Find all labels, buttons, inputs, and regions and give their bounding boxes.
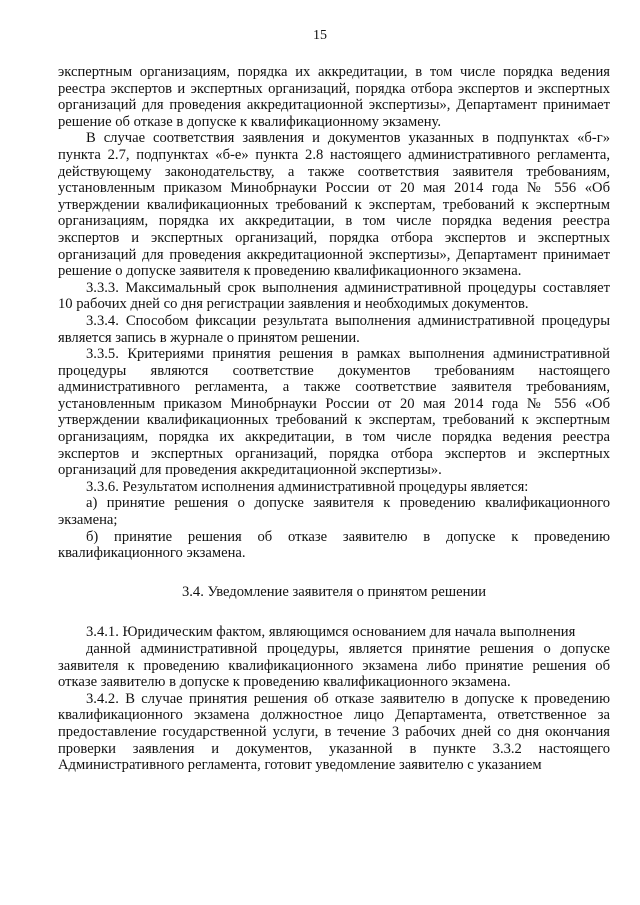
document-body [58,64,610,774]
paragraph-3-4-1-continued: данной административной процедуры, является принятие решения о допуске заявителя к проведению квалификационного экзамена либо принятие решения об отказе заявителю в допуске к проведению квалификационного экзамена. [58,641,610,691]
paragraph-3-4-1: 3.4.1. Юридическим фактом, являющимся основанием для начала выполнения [86,624,576,641]
paragraph-3-3-5: 3.3.5. Критериями принятия решения в рамках выполнения административной процедуры являются соответствие документов требованиям настоящего административного регламента, а также соответствие заявителя требованиям, установленным приказом Минобрнауки России от 20 мая 2014 года № 556 «Об утверждении квалификационных требований к экспертам, требований к экспертным организациям, порядка их аккредитации, в том числе порядка ведения реестра экспертов и экспертных организаций, порядка отбора экспертов и экспертных организаций для проведения аккредитационной экспертизы». [58,346,610,479]
paragraph-admission-decision: В случае соответствия заявления и документов указанных в подпунктах «б-г» пункта 2.7, подпунктах «б-е» пункта 2.8 настоящего административного регламента, действующему законодательству, а также соответствия заявителя требованиям, установленным приказом Минобрнауки России от 20 мая 2014 года № 556 «Об утверждении квалификационных требований к экспертам, требований к экспертным организациям, порядка их аккредитации, в том числе порядка ведения реестра экспертов и экспертных организаций, порядка отбора экспертов и экспертных организаций для проведения аккредитационной экспертизы», Департамент принимает решение о допуске заявителя к проведению квалификационного экзамена. [58,130,610,280]
paragraph-3-3-6: 3.3.6. Результатом исполнения административной процедуры является: [86,478,529,495]
list-item-a: а) принятие решения о допуске заявителя к проведению квалификационного экзамена; [58,495,610,529]
paragraph-3-3-3: 3.3.3. Максимальный срок выполнения административной процедуры составляет 10 рабочих дней со дня регистрации заявления и необходимых документов. [58,279,610,313]
section-heading: 3.4. Уведомление заявителя о принятом решении [181,583,487,600]
paragraph-3-4-2: 3.4.2. В случае принятия решения об отказе заявителю в допуске к проведению квалификационного экзамена должностное лицо Департамента, ответственное за предоставление государственной услуги, в течение 3 рабочих дней со дня окончания проверки заявления и документов, указанной в пункте 3.3.2 настоящего Административного регламента, готовит уведомление заявителю с указанием [58,690,610,774]
paragraph-continuation: экспертным организациям, порядка их аккредитации, в том числе порядка ведения реестра экспертов и экспертных организаций, порядка отбора экспертов и экспертных организаций для проведения аккредитационной экспертизы», Департамент принимает решение об отказе в допуске к квалификационному экзамену. [58,64,610,130]
paragraph-3-3-4: 3.3.4. Способом фиксации результата выполнения административной процедуры является запись в журнале о принятом решении. [58,312,610,346]
list-item-b: б) принятие решения об отказе заявителю в допуске к проведению квалификационного экзамена. [58,528,610,562]
page-number: 15 [313,28,327,43]
